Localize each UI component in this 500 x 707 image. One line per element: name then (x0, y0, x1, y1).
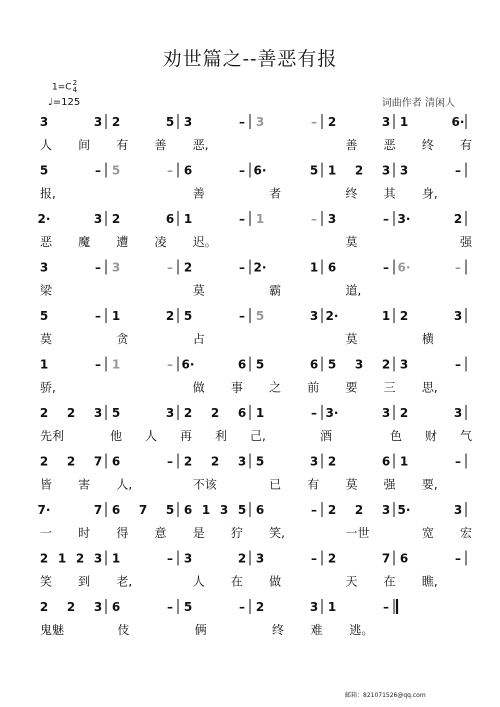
note: 5 (309, 163, 319, 178)
lyric: 在 (230, 574, 243, 589)
note: 5 (255, 309, 265, 323)
note: 3 (381, 406, 391, 420)
note: 3 (309, 600, 319, 614)
note: 6 (237, 406, 247, 420)
lyric: 报, (40, 186, 56, 201)
note: – (455, 260, 461, 275)
lyric: 其 (383, 186, 396, 201)
lyric: 恶, (192, 138, 209, 152)
note: 6 (309, 357, 319, 372)
lyric: 贪 (116, 332, 129, 346)
note: 2 (327, 454, 337, 469)
lyric: 笑 (40, 574, 53, 589)
note: 6 (327, 260, 337, 275)
lyric: 莫 (345, 235, 358, 249)
note: 2 (210, 454, 220, 469)
note: – (239, 309, 245, 323)
note: 6 (111, 454, 121, 469)
note: 2 (111, 212, 121, 226)
time-signature: 2 4 (72, 79, 78, 94)
lyric: 之 (269, 380, 282, 395)
note: 7 (381, 551, 391, 566)
note: 6· (253, 163, 267, 178)
note: 2 (165, 309, 175, 323)
note: – (239, 212, 245, 226)
lyric: 人 (40, 138, 53, 152)
lyric: 利 (215, 429, 228, 443)
note: – (239, 260, 245, 275)
note: 2 (39, 454, 49, 469)
note: – (95, 163, 101, 178)
note: 1 (327, 600, 337, 614)
note: 3 (219, 503, 229, 517)
note: – (383, 212, 389, 226)
note: 2 (327, 503, 337, 517)
note: 3 (399, 357, 409, 372)
lyric: 身, (421, 186, 438, 201)
note: 3 (354, 357, 364, 372)
note: 6 (165, 212, 175, 226)
lyric: 魔 (78, 235, 91, 249)
lyric: 一世 (345, 526, 370, 540)
note: 1 (327, 163, 337, 178)
lyric: 霸 (269, 283, 282, 298)
lyric: 道, (345, 283, 362, 298)
lyric: 有 (116, 138, 129, 152)
lyric: 人, (116, 477, 133, 492)
note: 5 (255, 454, 265, 469)
note: – (455, 551, 461, 566)
note: 3 (327, 212, 337, 226)
note: – (383, 600, 389, 614)
note: 3 (309, 309, 319, 323)
note: 3 (183, 115, 193, 129)
note: 3 (39, 260, 49, 275)
lyric: 害 (78, 477, 91, 492)
note: 2 (75, 551, 85, 566)
note: 6 (255, 503, 265, 517)
note: 3 (165, 406, 175, 420)
lyric: 善 (192, 186, 205, 201)
lyric: 皆 (40, 477, 53, 492)
lyric: 人 (145, 429, 158, 443)
note: – (311, 406, 317, 420)
note: 5 (111, 406, 121, 420)
note: 3 (255, 551, 265, 566)
note: 3 (381, 115, 391, 129)
note: 2 (66, 454, 76, 469)
note: 3 (93, 406, 103, 420)
note: 2 (39, 600, 49, 614)
note: 1 (39, 357, 49, 372)
lyric: 宽 (421, 526, 434, 540)
note: 3 (453, 406, 463, 420)
lyric: 在 (383, 574, 396, 589)
lyric: 骄, (40, 380, 56, 395)
note: – (311, 115, 317, 129)
lyric: 时 (78, 526, 91, 540)
note: 1 (111, 357, 121, 372)
note: 3 (93, 115, 103, 129)
note: 1 (57, 551, 67, 566)
lyric: 强 (383, 477, 396, 492)
note: – (95, 357, 101, 372)
note: 3 (381, 163, 391, 178)
lyric: 财 (425, 429, 438, 443)
lyric: 鬼魅 (40, 623, 65, 637)
note: 2 (399, 406, 409, 420)
note: 1 (111, 551, 121, 566)
note: 1 (399, 115, 409, 129)
lyric: 要, (421, 477, 438, 492)
note: 6 (111, 503, 121, 517)
lyric: 到 (78, 574, 91, 589)
note: 5 (165, 115, 175, 129)
lyric: 酒 (320, 429, 333, 443)
note: 6 (183, 503, 193, 517)
lyric: 意 (154, 526, 167, 540)
lyric: 思, (421, 380, 438, 395)
lyric: 天 (345, 574, 358, 589)
lyric: 终 (421, 138, 434, 152)
note: 3 (39, 115, 49, 129)
note: 1 (309, 260, 319, 275)
note: – (95, 260, 101, 275)
note: 3· (397, 212, 411, 226)
note: 2 (399, 309, 409, 323)
tempo-mark: ♩=125 (48, 97, 81, 108)
note: 7· (37, 503, 51, 517)
note: 2 (183, 406, 193, 420)
note: 1 (111, 309, 121, 323)
lyric: 伎 (117, 623, 130, 637)
note: 2 (354, 163, 364, 178)
note: – (311, 212, 317, 226)
note: 5 (327, 357, 337, 372)
note: – (167, 454, 173, 469)
note: – (239, 600, 245, 614)
lyric: 终 (345, 186, 358, 201)
note: 2 (183, 260, 193, 275)
note: – (311, 503, 317, 517)
note: 5 (255, 357, 265, 372)
note: 2 (381, 357, 391, 372)
lyric: 恶 (383, 138, 396, 152)
note: 2 (453, 212, 463, 226)
lyric: 逃。 (349, 623, 374, 637)
lyric: 强 (460, 235, 473, 249)
lyric: 他 (110, 429, 123, 443)
note: – (167, 551, 173, 566)
lyric: 有 (307, 477, 320, 492)
note: 2· (37, 212, 51, 226)
note: 5 (39, 163, 49, 178)
note: 1 (381, 309, 391, 323)
note: – (167, 260, 173, 275)
note: 1 (399, 454, 409, 469)
lyric: 恶 (40, 235, 53, 249)
note: 3 (93, 600, 103, 614)
lyric: 气 (460, 429, 473, 443)
note: 6 (399, 551, 409, 566)
note: 7 (138, 503, 148, 517)
lyric: 宏 (460, 526, 473, 540)
lyric: 前 (307, 380, 320, 395)
note: 2 (255, 600, 265, 614)
note: 6· (397, 260, 411, 275)
note: – (167, 600, 173, 614)
lyric: 莫 (192, 283, 205, 298)
note: 2 (39, 551, 49, 566)
note: 5· (397, 503, 411, 517)
note: 2 (66, 600, 76, 614)
note: – (455, 357, 461, 372)
lyric: 善 (154, 138, 167, 152)
note: 3 (93, 551, 103, 566)
lyric: 已 (269, 477, 282, 492)
note: 5 (111, 163, 121, 178)
lyric: 要 (345, 380, 358, 395)
note: 3 (399, 163, 409, 178)
note: 7 (93, 503, 103, 517)
note: 1 (201, 503, 211, 517)
note: 3 (237, 454, 247, 469)
note: 6· (451, 115, 465, 129)
note: 3 (255, 115, 265, 129)
note: 6 (183, 163, 193, 178)
note: 6 (381, 454, 391, 469)
note: – (311, 551, 317, 566)
note: 6 (111, 600, 121, 614)
note: 6 (237, 357, 247, 372)
lyric: 事 (230, 380, 243, 395)
note: 3 (183, 551, 193, 566)
lyric: 难 (310, 623, 323, 637)
lyric: 人 (192, 574, 205, 589)
lyric: 瞧, (421, 574, 438, 589)
note: 3· (325, 406, 339, 420)
lyric: 莫 (345, 332, 358, 346)
note: 3 (381, 503, 391, 517)
song-title: 劝世篇之--善恶有报 (162, 48, 338, 70)
lyric: 狞 (230, 526, 243, 540)
lyric: 横 (421, 332, 434, 346)
note: 2 (183, 454, 193, 469)
note: – (455, 163, 461, 178)
note: 3 (309, 454, 319, 469)
note: 6· (181, 357, 195, 372)
lyric: 老, (116, 574, 133, 589)
note: 1 (255, 212, 265, 226)
lyric: 占 (192, 332, 205, 346)
lyric: 俩 (194, 623, 207, 637)
note: 2 (111, 115, 121, 129)
note: 5 (39, 309, 49, 323)
note: 2· (325, 309, 339, 323)
note: – (455, 454, 461, 469)
note: 2 (327, 551, 337, 566)
note: – (167, 357, 173, 372)
lyric: 一 (40, 526, 53, 540)
note: – (383, 260, 389, 275)
key-label: 1=C (52, 82, 72, 93)
note: – (95, 309, 101, 323)
lyric: 迟。 (192, 235, 217, 249)
contact-email: 邮箱：821071526@qq.com (345, 692, 426, 699)
note: 3 (111, 260, 121, 275)
lyric: 莫 (345, 477, 358, 492)
lyric: 是 (192, 526, 205, 540)
note: 5 (165, 503, 175, 517)
lyric: 遭 (116, 235, 129, 249)
lyric: 色 (390, 429, 403, 443)
lyric: 做 (192, 380, 205, 395)
note: 2 (210, 406, 220, 420)
note: 2 (237, 551, 247, 566)
lyric: 者 (269, 186, 282, 201)
note: 3 (453, 503, 463, 517)
note: 2· (253, 260, 267, 275)
note: 2 (66, 406, 76, 420)
note: 3 (93, 212, 103, 226)
note: – (239, 115, 245, 129)
lyric: 己, (250, 429, 266, 443)
note: 1 (183, 212, 193, 226)
note: 5 (237, 503, 247, 517)
note: – (167, 163, 173, 178)
lyric: 不该 (192, 477, 217, 492)
note: 5 (183, 600, 193, 614)
lyric: 善 (345, 138, 358, 152)
lyric: 做 (269, 574, 282, 589)
lyric: 笑, (269, 526, 285, 540)
lyric: 终 (272, 623, 285, 637)
author-credit: 词曲作者 清闲人 (381, 98, 455, 109)
lyric: 得 (116, 526, 129, 540)
lyric: 有 (460, 138, 473, 152)
note: 7 (93, 454, 103, 469)
lyric: 三 (383, 380, 396, 395)
note: 3 (453, 309, 463, 323)
note: 1 (255, 406, 265, 420)
lyric: 凌 (154, 235, 167, 249)
note: – (239, 163, 245, 178)
lyric: 先利 (40, 429, 65, 443)
lyric: 再 (180, 429, 193, 443)
lyric: 梁 (40, 283, 53, 298)
note: 2 (327, 115, 337, 129)
lyric: 莫 (40, 332, 53, 346)
note: 2 (39, 406, 49, 420)
note: 5 (183, 309, 193, 323)
lyric: 间 (78, 138, 91, 152)
note: 2 (354, 503, 364, 517)
